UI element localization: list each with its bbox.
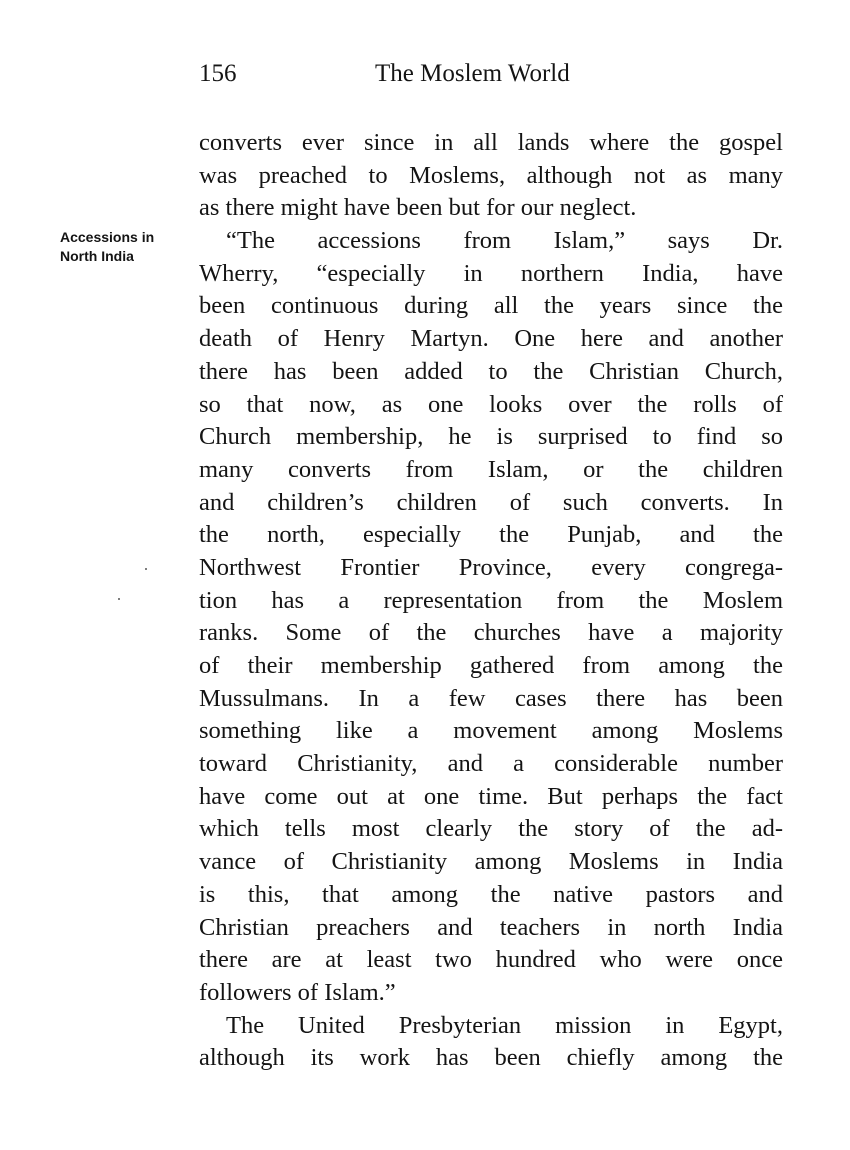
text-line: have come out at one time. But perhaps the fact — [199, 782, 783, 810]
page-header — [199, 60, 783, 96]
text-line: Church membership, he is surprised to find so — [199, 423, 783, 451]
text-line: followers of Islam.” — [199, 978, 396, 1006]
text-line: Mussulmans. In a few cases there has been — [199, 684, 783, 712]
margin-note — [60, 228, 190, 266]
body-text — [199, 127, 783, 1075]
text-line: toward Christianity, and a considerable number — [199, 750, 783, 778]
text-line: the north, especially the Punjab, and the — [199, 521, 783, 549]
margin-note-line: Accessions in — [60, 229, 155, 245]
print-speck — [145, 568, 147, 570]
text-line: which tells most clearly the story of the ad- — [199, 815, 783, 843]
text-line: been continuous during all the years since the — [199, 292, 783, 320]
text-line: and children’s children of such converts. In — [199, 488, 783, 516]
text-line: converts ever since in all lands where the gospel — [199, 129, 783, 156]
text-line: Wherry, “especially in northern India, have — [199, 259, 783, 287]
text-line: there are at least two hundred who were once — [199, 946, 783, 974]
text-line: something like a movement among Moslems — [199, 717, 783, 745]
text-line: there has been added to the Christian Church, — [199, 357, 783, 385]
text-line: tion has a representation from the Moslem — [199, 586, 783, 614]
running-title: The Moslem World — [375, 60, 570, 87]
text-line: of their membership gathered from among the — [199, 652, 783, 679]
page-number: 156 — [199, 60, 237, 87]
text-line: “The accessions from Islam,” says Dr. — [226, 227, 783, 255]
text-line: is this, that among the native pastors and — [199, 880, 783, 908]
text-line: Christian preachers and teachers in north India — [199, 913, 783, 941]
text-line: many converts from Islam, or the children — [199, 455, 783, 483]
print-speck — [118, 598, 120, 600]
text-line: as there might have been but for our neglect. — [199, 194, 637, 222]
text-line: ranks. Some of the churches have a majority — [199, 619, 783, 647]
text-line: although its work has been chiefly among the — [199, 1044, 783, 1072]
text-line: so that now, as one looks over the rolls of — [199, 390, 783, 418]
text-line: The United Presbyterian mission in Egypt, — [226, 1011, 783, 1039]
text-line: death of Henry Martyn. One here and another — [199, 325, 783, 353]
text-line: was preached to Moslems, although not as many — [199, 161, 783, 189]
text-line: Northwest Frontier Province, every congrega- — [199, 553, 783, 581]
text-line: vance of Christianity among Moslems in India — [199, 848, 783, 876]
margin-note-line: North India — [60, 248, 134, 264]
